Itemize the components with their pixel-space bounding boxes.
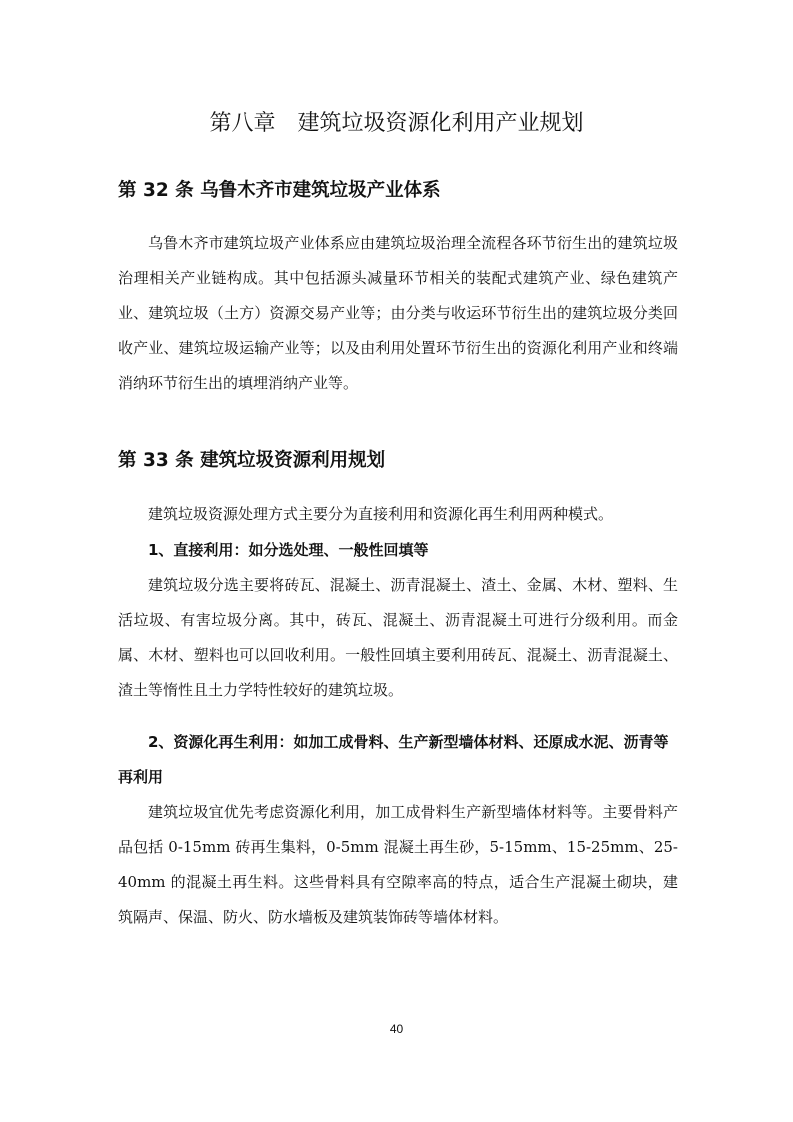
direct-use-paragraph: 建筑垃圾分选主要将砖瓦、混凝土、沥青混凝土、渣土、金属、木材、塑料、生活垃圾、有害垃圾分离。其中，砖瓦、混凝土、沥青混凝土可进行分级利用。而金属、木材、塑料也可以回收利用。一般性回填主要利用砖瓦、混凝土、沥青混凝土、渣土等惰性且土力学特性较好的建筑垃圾。 [118, 576, 678, 699]
chapter-title: 第八章 建筑垃圾资源化利用产业规划 [209, 111, 584, 136]
article-33-heading: 第 33 条 建筑垃圾资源利用规划 [118, 450, 386, 471]
article-33-intro-paragraph: 建筑垃圾资源处理方式主要分为直接利用和资源化再生利用两种模式。 [148, 505, 614, 523]
article-32-heading: 第 32 条 乌鲁木齐市建筑垃圾产业体系 [118, 180, 441, 201]
direct-use-subheading: 1、直接利用：如分选处理、一般性回填等 [148, 541, 429, 559]
page-number: 40 [389, 1022, 404, 1036]
recycling-subheading: 2、资源化再生利用：如加工成骨料、生产新型墙体材料、还原成水泥、沥青等再利用 [118, 733, 669, 786]
recycling-paragraph: 建筑垃圾宜优先考虑资源化利用，加工成骨料生产新型墙体材料等。主要骨料产品包括 0-15mm 砖再生集料，0-5mm 混凝土再生砂，5-15mm、15-25mm、25-40mm 的混凝土再生料。这些骨料具有空隙率高的特点，适合生产混凝土砌块，建筑隔声、保温、防火、防水墙板及建筑装饰砖等墙体材料。 [118, 803, 678, 926]
article-32-paragraph: 乌鲁木齐市建筑垃圾产业体系应由建筑垃圾治理全流程各环节衍生出的建筑垃圾治理相关产业链构成。其中包括源头减量环节相关的装配式建筑产业、绿色建筑产业、建筑垃圾（土方）资源交易产业等；由分类与收运环节衍生出的建筑垃圾分类回收产业、建筑垃圾运输产业等；以及由利用处置环节衍生出的资源化利用产业和终端消纳环节衍生出的填埋消纳产业等。 [118, 234, 678, 392]
